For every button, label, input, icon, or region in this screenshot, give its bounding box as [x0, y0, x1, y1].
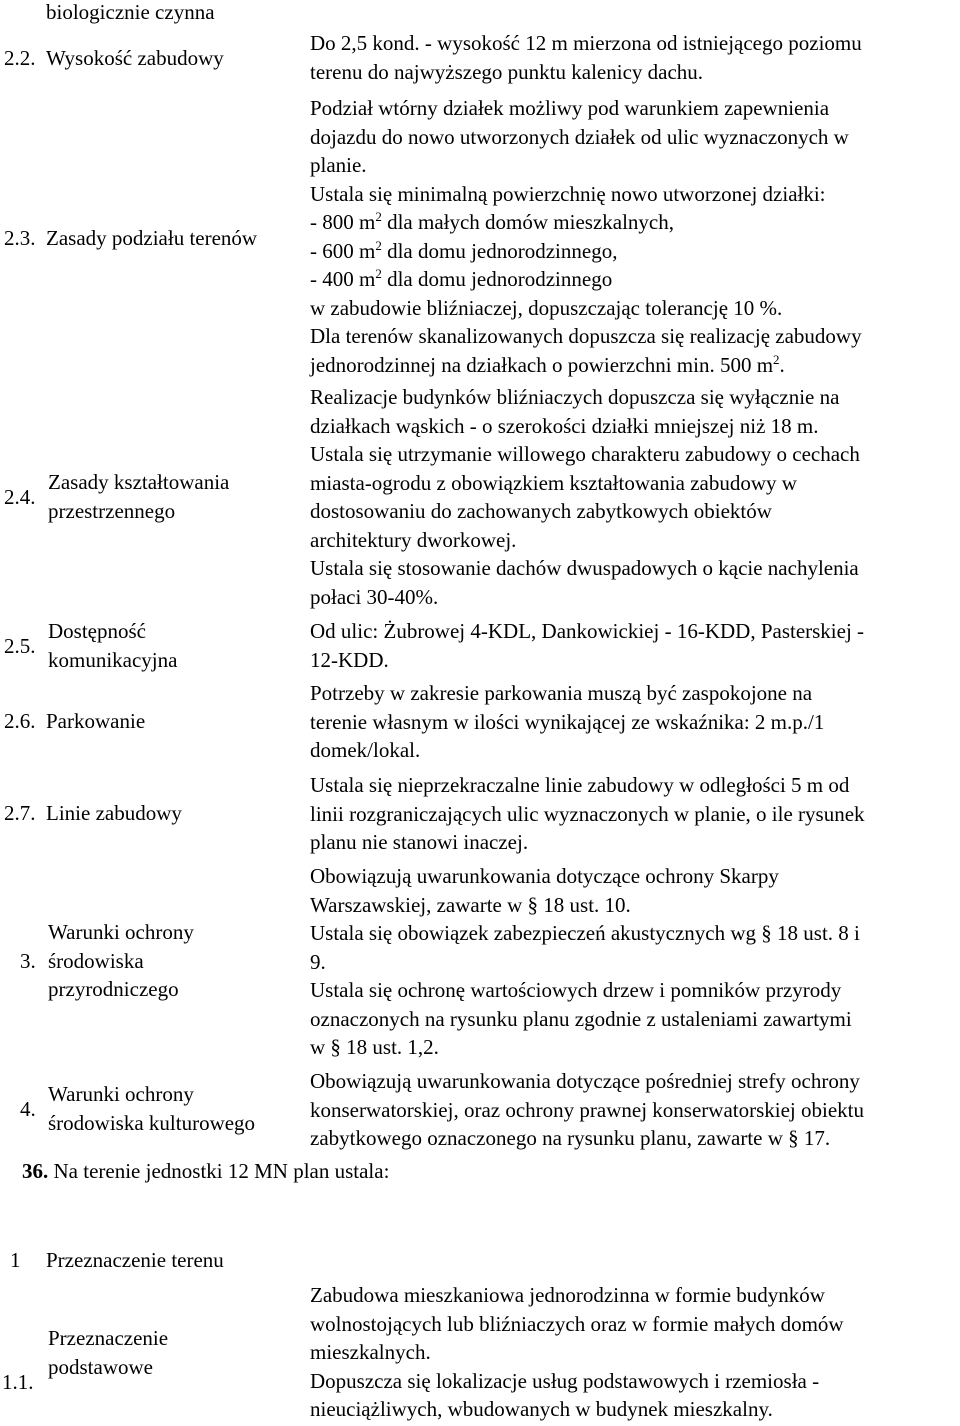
row-number: 2.3.	[4, 226, 36, 250]
row-content: Zabudowa mieszkaniowa jednorodzinna w formie budynków wolnostojących lub bliźniaczych oraz w formie małych domów mieszkalnych. Dopuszcza się lokalizacje usług podstawowych i rzemiosła - nieuciążliwych, wbudowanych w budynek mieszkalny.	[310, 1283, 844, 1421]
row-label: Dostępność komunikacyjna	[48, 619, 178, 672]
row-content: Obowiązują uwarunkowania dotyczące ochrony Skarpy Warszawskiej, zawarte w § 18 ust. 10. Ustala się obowiązek zabezpieczeń akustycznych wg § 18 ust. 8 i 9. Ustala się ochronę wartościowych drzew i pomników przyrody oznaczonych na rysunku planu zgodnie z ustaleniami zawartymi w § 18 ust. 1,2.	[310, 864, 860, 1059]
row-number: 1	[10, 1248, 21, 1272]
row-content: Podział wtórny działek możliwy pod warunkiem zapewnienia dojazdu do nowo utworzonych działek od ulic wyznaczonych w planie. Ustala się minimalną powierzchnię nowo utworzonej działki: - 800 $m^2$ dla małych domów mieszkalnych, - 600 $m^2$ dla domu jednorodzinnego, - 400 $m^2$ dla domu jednorodzinnego w zabudowie bliźniaczej, dopuszczając tolerancję 10 %. Dla terenów skanalizowanych dopuszcza się realizację zabudowy jednorodzinnej na działkach o powierzchni min. 500 $m^2$.	[310, 96, 862, 377]
row-number: 2.4.	[4, 485, 36, 509]
row-number: 4.	[20, 1097, 36, 1121]
row-label: Parkowanie	[46, 709, 146, 733]
row-number: 2.5.	[4, 634, 36, 658]
section-number: 36.	[22, 1159, 49, 1183]
row-number: 3.	[20, 949, 36, 973]
row-number: 2.2.	[4, 46, 36, 70]
row-number: 2.6.	[4, 709, 36, 733]
row-number: 1.1.	[2, 1370, 34, 1394]
row-content: Realizacje budynków bliźniaczych dopuszcza się wyłącznie na działkach wąskich - o szerokości działki mniejszej niż 18 m. Ustala się utrzymanie willowego charakteru zabudowy o cechach miasta-ogrodu z obowiązkiem kształtowania zabudowy w dostosowaniu do zachowanych zabytkowych obiektów architektury dworkowej. Ustala się stosowanie dachów dwuspadowych o kącie nachylenia połaci 30-40%.	[310, 385, 860, 609]
row-content: Potrzeby w zakresie parkowania muszą być zaspokojone na terenie własnym w ilości wynikającej ze wskaźnika: 2 m.p./1 domek/lokal.	[310, 681, 825, 762]
row-content: Do 2,5 kond. - wysokość 12 m mierzona od istniejącego poziomu terenu do najwyższego punktu kalenicy dachu.	[310, 31, 862, 84]
row-label: Wysokość zabudowy	[46, 46, 224, 70]
section-heading	[22, 1157, 389, 1186]
row-label: Przeznaczenie podstawowe	[48, 1326, 169, 1379]
row-content: Obowiązują uwarunkowania dotyczące pośredniej strefy ochrony konserwatorskiej, oraz ochrony prawnej konserwatorskiej obiektu zabytkowego oznaczonego na rysunku planu, zawarte w § 17.	[310, 1069, 864, 1150]
row-content: Od ulic: Żubrowej 4-KDL, Dankowickiej - 16-KDD, Pasterskiej - 12-KDD.	[310, 619, 865, 672]
row-content: Ustala się nieprzekraczalne linie zabudowy w odległości 5 m od linii rozgraniczających ulic wyznaczonych w planie, o ile rysunek planu nie stanowi inaczej.	[310, 773, 865, 854]
row-number: 2.7.	[4, 801, 36, 825]
row-label: Zasady podziału terenów	[46, 226, 258, 250]
section-title: Na terenie jednostki 12 MN plan ustala:	[48, 1159, 390, 1183]
row-label: Zasady kształtowania przestrzennego	[48, 470, 230, 523]
row-label: Przeznaczenie terenu	[46, 1248, 224, 1272]
row-label: Linie zabudowy	[46, 801, 182, 825]
row-label: Warunki ochrony środowiska kulturowego	[48, 1082, 256, 1135]
row-label: Warunki ochrony środowiska przyrodniczego	[48, 920, 194, 1001]
top-fragment: biologicznie czynna	[46, 0, 215, 24]
